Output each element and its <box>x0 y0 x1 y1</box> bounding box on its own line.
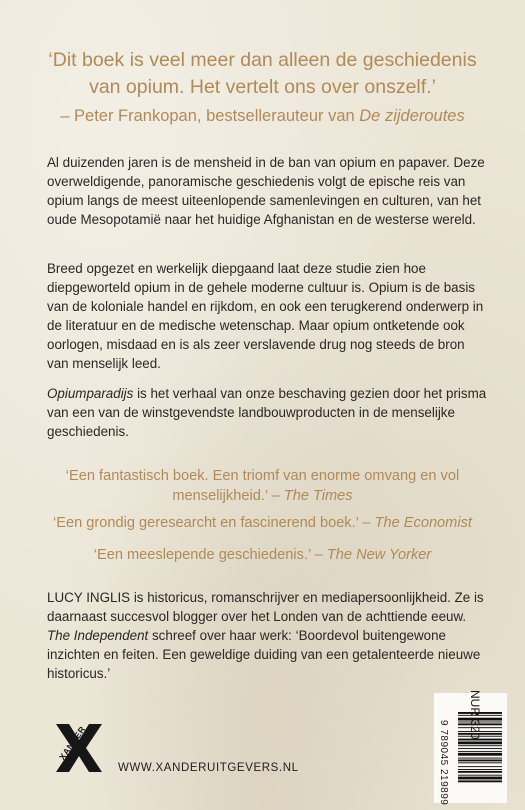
top-quote-text: ‘Dit boek is veel meer dan alleen de geschiedenis van opium. Het vertelt ons over onszelf.’ <box>48 49 477 98</box>
author-bio-quote: schreef over haar werk: ‘Boordevol buitengewone inzichten en feiten. Een geweldige duiding van een getalenteerde nieuwe historicus.’ <box>47 628 481 681</box>
review-quote-2 <box>30 513 495 533</box>
publisher-logo-text: XANDER <box>57 724 88 762</box>
nur-code: NUR 320 <box>468 690 482 740</box>
blurb-paragraph-3 <box>47 384 487 441</box>
blurb-paragraph-3-text: is het verhaal van onze beschaving gezien door het prisma van een van de winstgevendste landbouwproducten in de menselijke geschiedenis. <box>47 386 487 439</box>
author-bio <box>47 588 492 683</box>
book-title: Opiumparadijs <box>47 386 134 401</box>
top-quote <box>30 47 495 128</box>
author-bio-text: LUCY INGLIS is historicus, romanschrijver en mediapersoonlijkheid. Ze is daarnaast succesvol blogger over het Londen van de achttiende eeuw. <box>47 590 484 624</box>
review-source: The New Yorker <box>326 547 432 563</box>
review-text: ‘Een grondig geresearcht en fascinerend boek.’ – <box>53 515 375 531</box>
publisher-website: WWW.XANDERUITGEVERS.NL <box>118 762 299 774</box>
attribution-author: – Peter Frankopan, bestsellerauteur van <box>60 107 360 125</box>
review-quote-3 <box>30 545 495 565</box>
isbn-number: 9 789045 219899 <box>438 720 449 806</box>
review-source: The Times <box>283 488 353 504</box>
review-text: ‘Een meeslepende geschiedenis.’ – <box>93 547 327 563</box>
blurb-paragraph-1: Al duizenden jaren is de mensheid in de ban van opium en papaver. Deze overweldigende, panoramische geschiedenis volgt de epische reis van opium langs de meest uiteenlopende samenlevingen en culturen, van het oude Mesopotamië naar het huidige Afghanistan en de westerse wereld. <box>47 155 485 227</box>
top-quote-attribution <box>30 104 495 128</box>
review-text: ‘Een fantastisch boek. Een triomf van enorme omvang en vol menselijkheid.’ – <box>65 468 460 504</box>
review-source: The Economist <box>374 515 472 531</box>
review-quote-1 <box>30 466 495 506</box>
blurb-paragraph-2: Breed opgezet en werkelijk diepgaand laat deze studie zien hoe diepgeworteld opium in de gehele moderne cultuur is. Opium is de basis van de koloniale handel en rijkdom, en ook een terugkerend onderwerp in de literatuur en de medische wetenschap. Maar opium ontketende ook oorlogen, misdaad en is als zeer verslavende drug nog steeds de bron van menselijk leed. <box>47 261 484 371</box>
bio-source: The Independent <box>47 628 149 643</box>
attribution-book-title: De zijderoutes <box>359 107 465 125</box>
